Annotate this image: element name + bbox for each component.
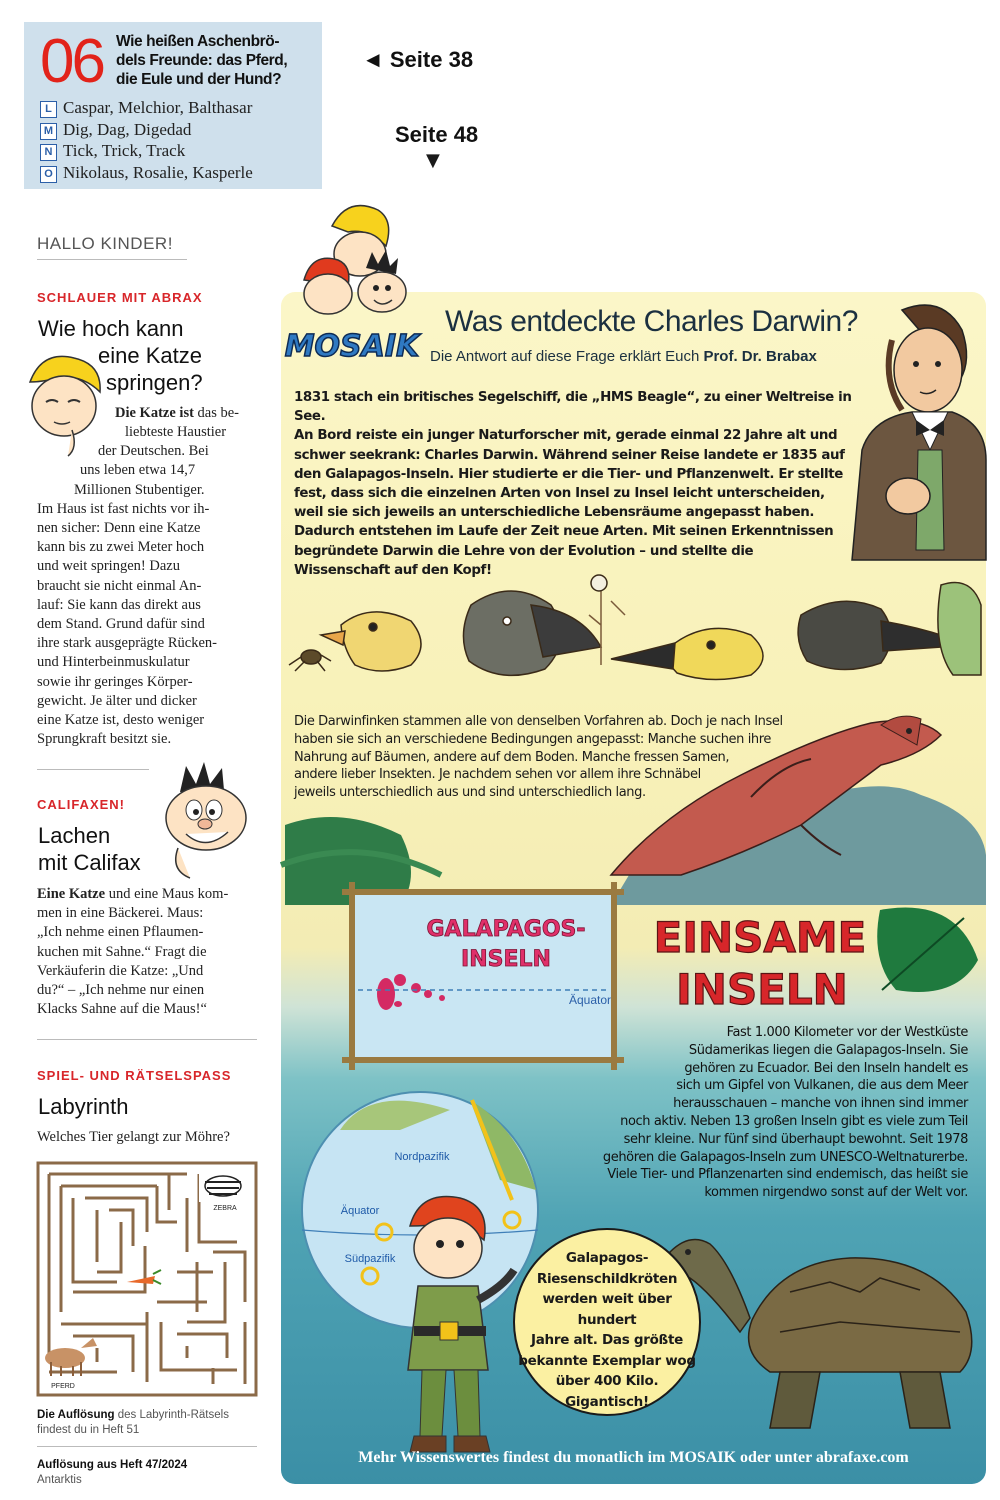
prev-solution-answer: Antarktis [37, 1474, 82, 1486]
article-title: Was entdeckte Charles Darwin? [445, 305, 858, 338]
abrax-line: der Deutschen. Bei [98, 443, 209, 459]
abrax-line: liebteste Haustier [125, 424, 227, 440]
einsame-inseln-paragraph [588, 1024, 968, 1202]
intro-line: Wissenschaft auf den Kopf! [294, 562, 492, 578]
puzzle-question: Welches Tier gelangt zur Möhre? [37, 1129, 230, 1145]
globe-label-north: Nordpazifik [394, 1151, 450, 1163]
bubble-line: Riesenschildkröten [536, 1270, 678, 1287]
abrax-label: SCHLAUER MIT ABRAX [37, 290, 203, 305]
abrax-line: lauf: Sie kann das direkt aus [37, 597, 201, 613]
califax-label: CALIFAXEN! [37, 797, 125, 812]
quiz-option-o[interactable] [40, 163, 320, 183]
einsam-title-line: EINSAME [653, 913, 867, 962]
einsam-line: kommen nirgendwo sonst auf der Welt vor. [704, 1185, 968, 1201]
einsam-line: noch aktiv. Neben 13 großen Inseln gibt es viele zum Teil [620, 1113, 968, 1129]
map-title-line: GALAPAGOS- [426, 917, 586, 942]
califax-line: „Ich nehme einen Pflaumen- [37, 924, 204, 940]
califax-title-line: Lachen [38, 823, 111, 848]
califax-lead [37, 885, 257, 904]
abrax-line: das be- [197, 405, 240, 421]
finches-line: Nahrung auf Bäumen, andere auf dem Boden. Manche fressen Samen, [294, 749, 730, 765]
intro-line: schwer seekrank: Charles Darwin. Während seiner Reise landete er 1835 auf [294, 447, 845, 463]
darwin-finches-illustration [281, 565, 986, 705]
option-text: Nikolaus, Rosalie, Kasperle [63, 163, 253, 182]
einsam-line: Viele Tier- und Pflanzenarten sind endemisch, das heißt sie [607, 1167, 968, 1183]
option-letter: N [40, 144, 57, 161]
abrax-line: Millionen Stubentiger. [74, 482, 205, 498]
intro-line: fest, dass sich die einzelnen Arten von Insel zu Insel leicht unterscheiden, [294, 486, 825, 502]
option-text: Dig, Dag, Digedad [63, 120, 192, 139]
mosaik-logo: MOSAIK [284, 329, 420, 364]
quiz-option-l[interactable] [40, 98, 320, 118]
tortoise-fact-bubble [513, 1228, 701, 1416]
intro-line: Dadurch entstehen im Laufe der Zeit neue Arten. Mit seinen Erkenntnissen [294, 524, 834, 540]
abrax-lead [115, 404, 265, 423]
quiz-box [24, 22, 322, 189]
finches-line: jeweils unterschiedlich aus und sind unterschiedlich lang. [294, 785, 646, 801]
bubble-line: über 400 Kilo. [555, 1373, 659, 1389]
abrax-character-illustration [12, 352, 112, 462]
abrax-line: eine Katze ist, desto weniger [37, 712, 205, 728]
einsam-line: sehr kleine. Nur fünf sind überhaupt bewohnt. Seit 1978 [623, 1131, 968, 1147]
einsam-line: Südamerikas liegen die Galapagos-Inseln. Sie [688, 1042, 968, 1058]
page-ref-left[interactable]: ◄ Seite 38 [362, 47, 474, 72]
intro-line: weil sie sich jeweils an unterschiedliche Lebensräume angepasst haben. [294, 505, 815, 521]
globe-label-south: Südpazifik [344, 1253, 396, 1265]
galapagos-map [338, 878, 628, 1074]
divider [37, 769, 149, 770]
quiz-question [116, 32, 316, 89]
arrow-down-icon: ▼ [426, 150, 440, 171]
subtitle-author: Prof. Dr. Brabax [703, 348, 817, 365]
intro-line: An Bord reiste ein junger Naturforscher mit, gerade einmal 22 Jahre alt und [294, 428, 838, 444]
califax-line: Verkäuferin die Katze: „Und [37, 963, 204, 979]
sidebar-header: HALLO KINDER! [37, 234, 173, 253]
abrax-line: dem Stand. Grund dafür sind [37, 616, 205, 632]
divider [37, 1039, 257, 1040]
bubble-line: werden weit über hundert [542, 1291, 672, 1328]
map-title-line: INSELN [461, 947, 551, 972]
prev-solution-bold: Auflösung aus Heft 47/2024 [37, 1459, 188, 1471]
zebra-label: ZEBRA [213, 1205, 237, 1212]
abrax-line: Im Haus ist fast nichts vor ih- [37, 501, 210, 517]
einsam-title-line: INSELN [676, 965, 848, 1014]
divider [37, 259, 187, 260]
einsam-line: herausschauen – manche von ihnen sind immer [673, 1096, 968, 1112]
abrax-line: sowie ihr geringes Körper- [37, 674, 193, 690]
intro-paragraph [294, 388, 874, 580]
map-equator-label: Äquator [568, 993, 612, 1007]
solution-bold: Die Auflösung [37, 1409, 115, 1421]
califax-line: und eine Maus kom- [108, 886, 229, 902]
abrax-line: und weit springen! Dazu [37, 558, 180, 574]
finches-line: andere lieber Insekten. Je nachdem sehen vor allem ihre Schnäbel [294, 767, 701, 783]
intro-line: begründete Darwin die Lehre von der Evolution – und stellte die [294, 543, 754, 559]
califax-character-illustration [150, 762, 265, 882]
quiz-question-line: Wie heißen Aschenbrö- [116, 33, 280, 50]
divider [37, 1446, 257, 1447]
intro-line: 1831 stach ein britisches Segelschiff, die „HMS Beagle“, zu einer Weltreise in See. [294, 390, 852, 425]
bubble-line: Jahre alt. Das größte [531, 1332, 683, 1348]
califax-lead-bold: Eine Katze [37, 886, 106, 902]
page-ref-down[interactable]: Seite 48 [395, 122, 479, 147]
option-letter: M [40, 123, 57, 140]
brabax-character-illustration [380, 1190, 530, 1460]
einsam-line: Fast 1.000 Kilometer vor der Westküste [726, 1025, 968, 1040]
abrax-line: gewicht. Je älter und dicker [37, 693, 197, 709]
solution-line: findest du in Heft 51 [37, 1424, 140, 1436]
previous-solution [37, 1458, 187, 1488]
option-letter: L [40, 101, 57, 118]
horse-label: PFERD [51, 1383, 75, 1390]
abrax-title-line: eine Katze [98, 343, 202, 368]
option-letter: O [40, 166, 57, 183]
solution-rest: des Labyrinth-Rätsels [117, 1409, 229, 1421]
quiz-option-n[interactable] [40, 141, 320, 161]
giant-tortoise-illustration [660, 1222, 980, 1442]
puzzle-title: Labyrinth [38, 1094, 129, 1119]
califax-line: kuchen mit Sahne.“ Fragt die [37, 944, 207, 960]
abrax-title-line: springen? [106, 370, 203, 395]
einsam-line: sich um Gipfel von Vulkanen, die aus dem Meer [676, 1078, 968, 1094]
puzzle-label: SPIEL- UND RÄTSELSPASS [37, 1068, 232, 1083]
califax-line: Klacks Sahne auf die Maus!“ [37, 1001, 207, 1017]
labyrinth-maze[interactable] [37, 1162, 257, 1396]
abrax-line: und Hinterbeinmuskulatur [37, 654, 190, 670]
abrax-line: nen sicher: Denn eine Katze [37, 520, 201, 536]
option-text: Caspar, Melchior, Balthasar [63, 98, 253, 117]
globe-label-equator: Äquator [340, 1205, 380, 1217]
quiz-question-line: die Eule und der Hund? [116, 71, 282, 88]
quiz-option-m[interactable] [40, 120, 320, 140]
bubble-line: bekannte Exemplar wog [518, 1352, 696, 1369]
puzzle-solution [37, 1408, 229, 1438]
bubble-line: Galapagos- [565, 1250, 649, 1266]
finches-line: haben sie sich an verschiedene Bedingungen angepasst: Manche suchen ihre [294, 731, 772, 747]
califax-line: du?“ – „Ich nehme nur einen [37, 982, 205, 998]
einsame-inseln-title [653, 900, 986, 1018]
subtitle-text: Die Antwort auf diese Frage erklärt Euch [430, 348, 700, 365]
intro-line: den Galapagos-Inseln. Hier studierte er die Tier- und Pflanzenwelt. Er stellte [294, 466, 843, 482]
abrax-lead-bold: Die Katze ist [115, 405, 194, 421]
einsam-line: gehören zu Ecuador. Bei den Inseln handelt es [684, 1060, 968, 1076]
bubble-line: Gigantisch! [565, 1393, 649, 1410]
califax-title-line: mit Califax [38, 850, 141, 875]
califax-line: men in eine Bäckerei. Maus: [37, 905, 204, 921]
mosaik-footer-link[interactable]: Mehr Wissenswertes findest du monatlich im MOSAIK oder unter abrafaxe.com [358, 1449, 909, 1466]
quiz-number: 06 [40, 27, 103, 96]
abrafaxe-characters-illustration [284, 196, 420, 366]
abrax-line: kann bis zu zwei Meter hoch [37, 539, 205, 555]
finches-line: Die Darwinfinken stammen alle von denselben Vorfahren ab. Doch je nach Insel [294, 714, 783, 729]
abrax-title-line: Wie hoch kann [38, 316, 184, 341]
einsam-line: gehören die Galapagos-Inseln zum UNESCO-Weltnaturerbe. [602, 1149, 968, 1165]
abrax-line: Sprungkraft besitzt sie. [37, 731, 172, 747]
quiz-question-line: dels Freunde: das Pferd, [116, 52, 288, 69]
abrax-line: braucht sie nicht einmal An- [37, 578, 202, 594]
article-subtitle [430, 348, 817, 365]
abrax-line: ihre stark ausgeprägte Rücken- [37, 635, 217, 651]
abrax-line: uns leben etwa 14,7 [80, 462, 196, 478]
option-text: Tick, Trick, Track [63, 141, 186, 160]
